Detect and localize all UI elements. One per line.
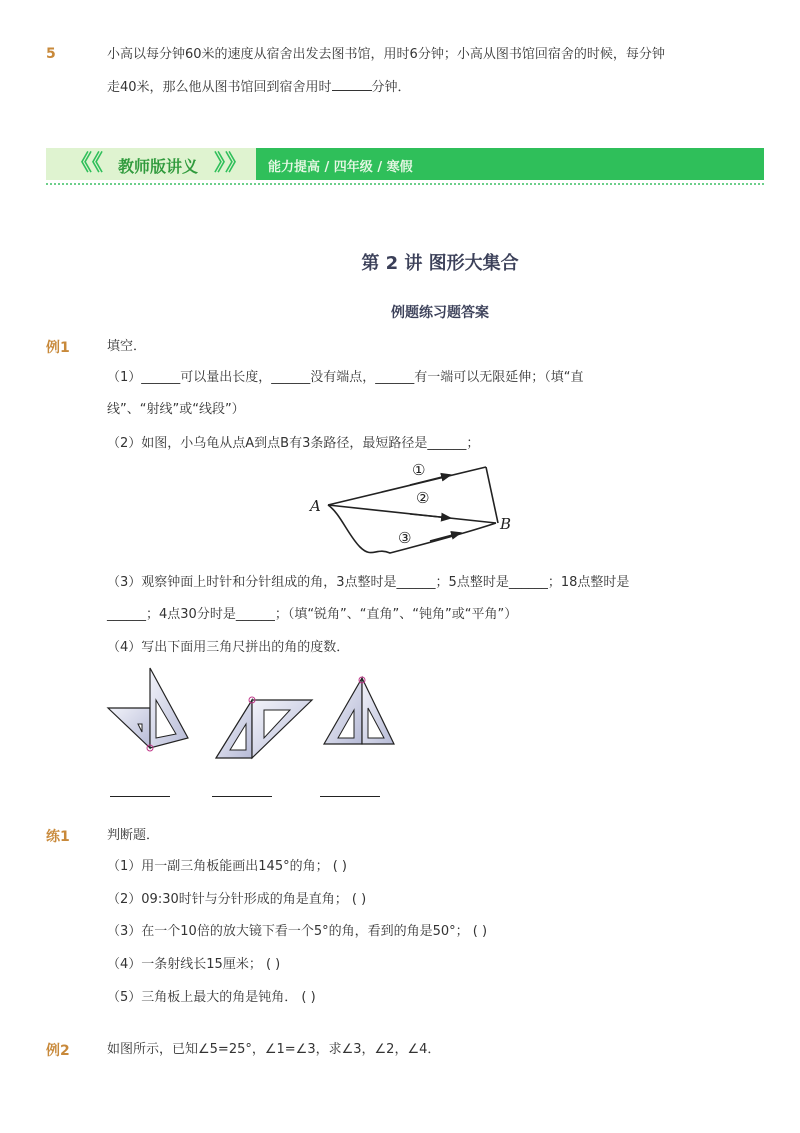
example-2-text: 如图所示，已知∠5=25°，∠1=∠3，求∠3，∠2，∠4． [107, 1042, 441, 1057]
path-2-label: ② [416, 489, 430, 507]
path-1-label: ① [412, 461, 426, 479]
path-1-line [328, 467, 486, 505]
practice-item: （4）一条射线长15厘米； ( ) [107, 957, 281, 972]
question-text-line2 [107, 78, 411, 98]
part4-text: （4）写出下面用三角尺拼出的角的度数． [107, 640, 350, 655]
set-squares-figure [100, 660, 400, 770]
practice-item: （5）三角板上最大的角是钝角． ( ) [107, 990, 316, 1005]
chevron-left-icon: 《《 [70, 151, 104, 176]
section-banner [46, 148, 764, 180]
banner-subtitle: 能力提高 / 四年级 / 寒假 [268, 160, 413, 175]
part2-text: （2）如图，小乌龟从点A到点B有3条路径，最短路径是______； [107, 436, 480, 451]
practice-item: （3）在一个10倍的放大镜下看一个5°的角，看到的角是50°； ( ) [107, 924, 488, 939]
question-text-part-a: 走40米，那么他从图书馆回到宿舍用时 [107, 80, 332, 95]
path-3-label: ③ [398, 529, 412, 547]
part1-line2: 线”、“射线”或“线段”） [107, 402, 245, 417]
question-number: 5 [46, 46, 56, 62]
answer-line-2 [212, 796, 272, 797]
path-3-arrow [430, 533, 460, 541]
point-b-label: B [500, 515, 512, 533]
answer-line-3 [320, 796, 380, 797]
question-text-line1: 小高以每分钟60米的速度从宿舍出发去图书馆，用时6分钟；小高从图书馆回宿舍的时候，每分钟 [107, 47, 665, 62]
path-2-arrow [410, 514, 450, 518]
chevron-right-icon: 》》 [214, 151, 248, 176]
set-square-group-2 [216, 697, 312, 758]
practice-item: （1）用一副三角板能画出145°的角； ( ) [107, 859, 347, 874]
part1-line1: （1）______可以量出长度，______没有端点，______有一端可以无限延伸；（填“直 [107, 370, 584, 385]
path-figure [300, 455, 530, 575]
example-2-label: 例2 [46, 1043, 70, 1059]
example-intro: 填空． [107, 339, 147, 354]
path-1-return [486, 467, 498, 523]
practice-label: 练1 [46, 829, 70, 845]
path-3-curve [328, 505, 496, 553]
set-square-group-1 [108, 668, 188, 751]
set-square-group-3 [324, 677, 394, 744]
practice-intro: 判断题． [107, 828, 160, 843]
practice-item: （2）09:30时针与分针形成的角是直角； ( ) [107, 892, 367, 907]
lecture-subtitle: 例题练习题答案 [391, 305, 489, 321]
example-label: 例1 [46, 340, 70, 356]
question-text-part-b: 分钟． [371, 80, 411, 95]
lecture-title: 第 2 讲 图形大集合 [361, 253, 519, 274]
answer-blank [332, 78, 372, 91]
answer-line-1 [110, 796, 170, 797]
banner-title: 教师版讲义 [118, 157, 199, 176]
part3-line2: ______；4点30分时是______；（填“锐角”、“直角”、“钝角”或“平角”） [107, 607, 518, 622]
banner-dotted-divider [46, 183, 764, 185]
point-a-label: A [310, 497, 321, 515]
part3-line1: （3）观察钟面上时针和分针组成的角，3点整时是______；5点整时是______；18点整时是 [107, 575, 630, 590]
